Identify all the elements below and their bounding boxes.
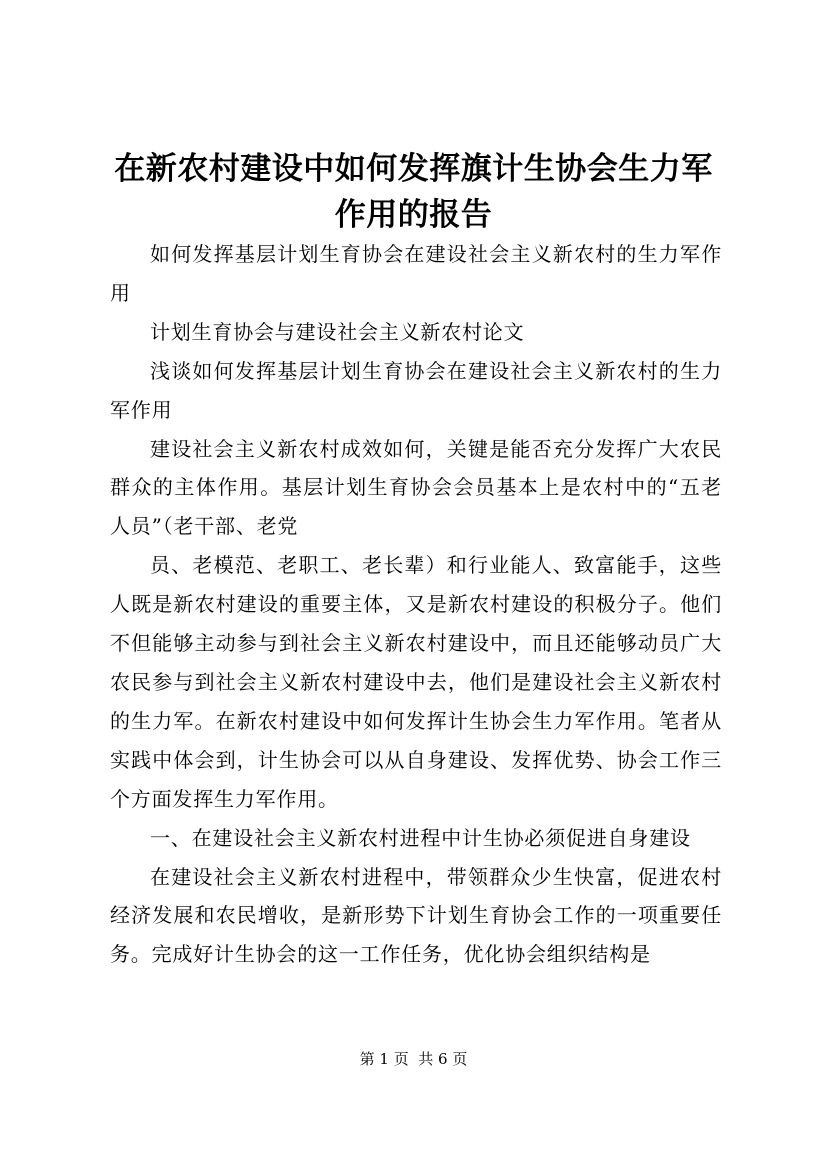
paragraph: 在建设社会主义新农村进程中，带领群众少生快富，促进农村经济发展和农民增收，是新形势下计划生育协会工作的一项重要任务。完成好计生协会的这一工作任务，优化协会组织结构是 xyxy=(110,864,722,967)
paragraph: 建设社会主义新农村成效如何，关键是能否充分发挥广大农民群众的主体作用。基层计划生育协会会员基本上是农村中的“五老人员”（老干部、老党 xyxy=(110,436,722,539)
page-footer xyxy=(0,1049,827,1069)
paragraph: 浅谈如何发挥基层计划生育协会在建设社会主义新农村的生力军作用 xyxy=(110,358,722,422)
paragraph: 计划生育协会与建设社会主义新农村论文 xyxy=(150,319,525,344)
paragraph: 员、老模范、老职工、老长辈）和行业能人、致富能手，这些人既是新农村建设的重要主体，又是新农村建设的积极分子。他们不但能够主动参与到社会主义新农村建设中，而且还能够动员广大农民参与到社会主义新农村建设中去，他们是建设社会主义新农村的生力军。在新农村建设中如何发挥计生协会生力军作用。笔者从实践中体会到，计生协会可以从自身建设、发挥优势、协会工作三个方面发挥生力军作用。 xyxy=(110,553,722,811)
page-number: 第 1 页 共 6 页 xyxy=(359,1050,468,1068)
document-title: 在新农村建设中如何发挥旗计生协会生力军作用的报告 xyxy=(114,151,713,233)
paragraph: 如何发挥基层计划生育协会在建设社会主义新农村的生力军作用 xyxy=(110,242,722,305)
paragraph: 一、在建设社会主义新农村进程中计生协必须促进自身建设 xyxy=(150,825,691,850)
document-body xyxy=(110,235,722,974)
